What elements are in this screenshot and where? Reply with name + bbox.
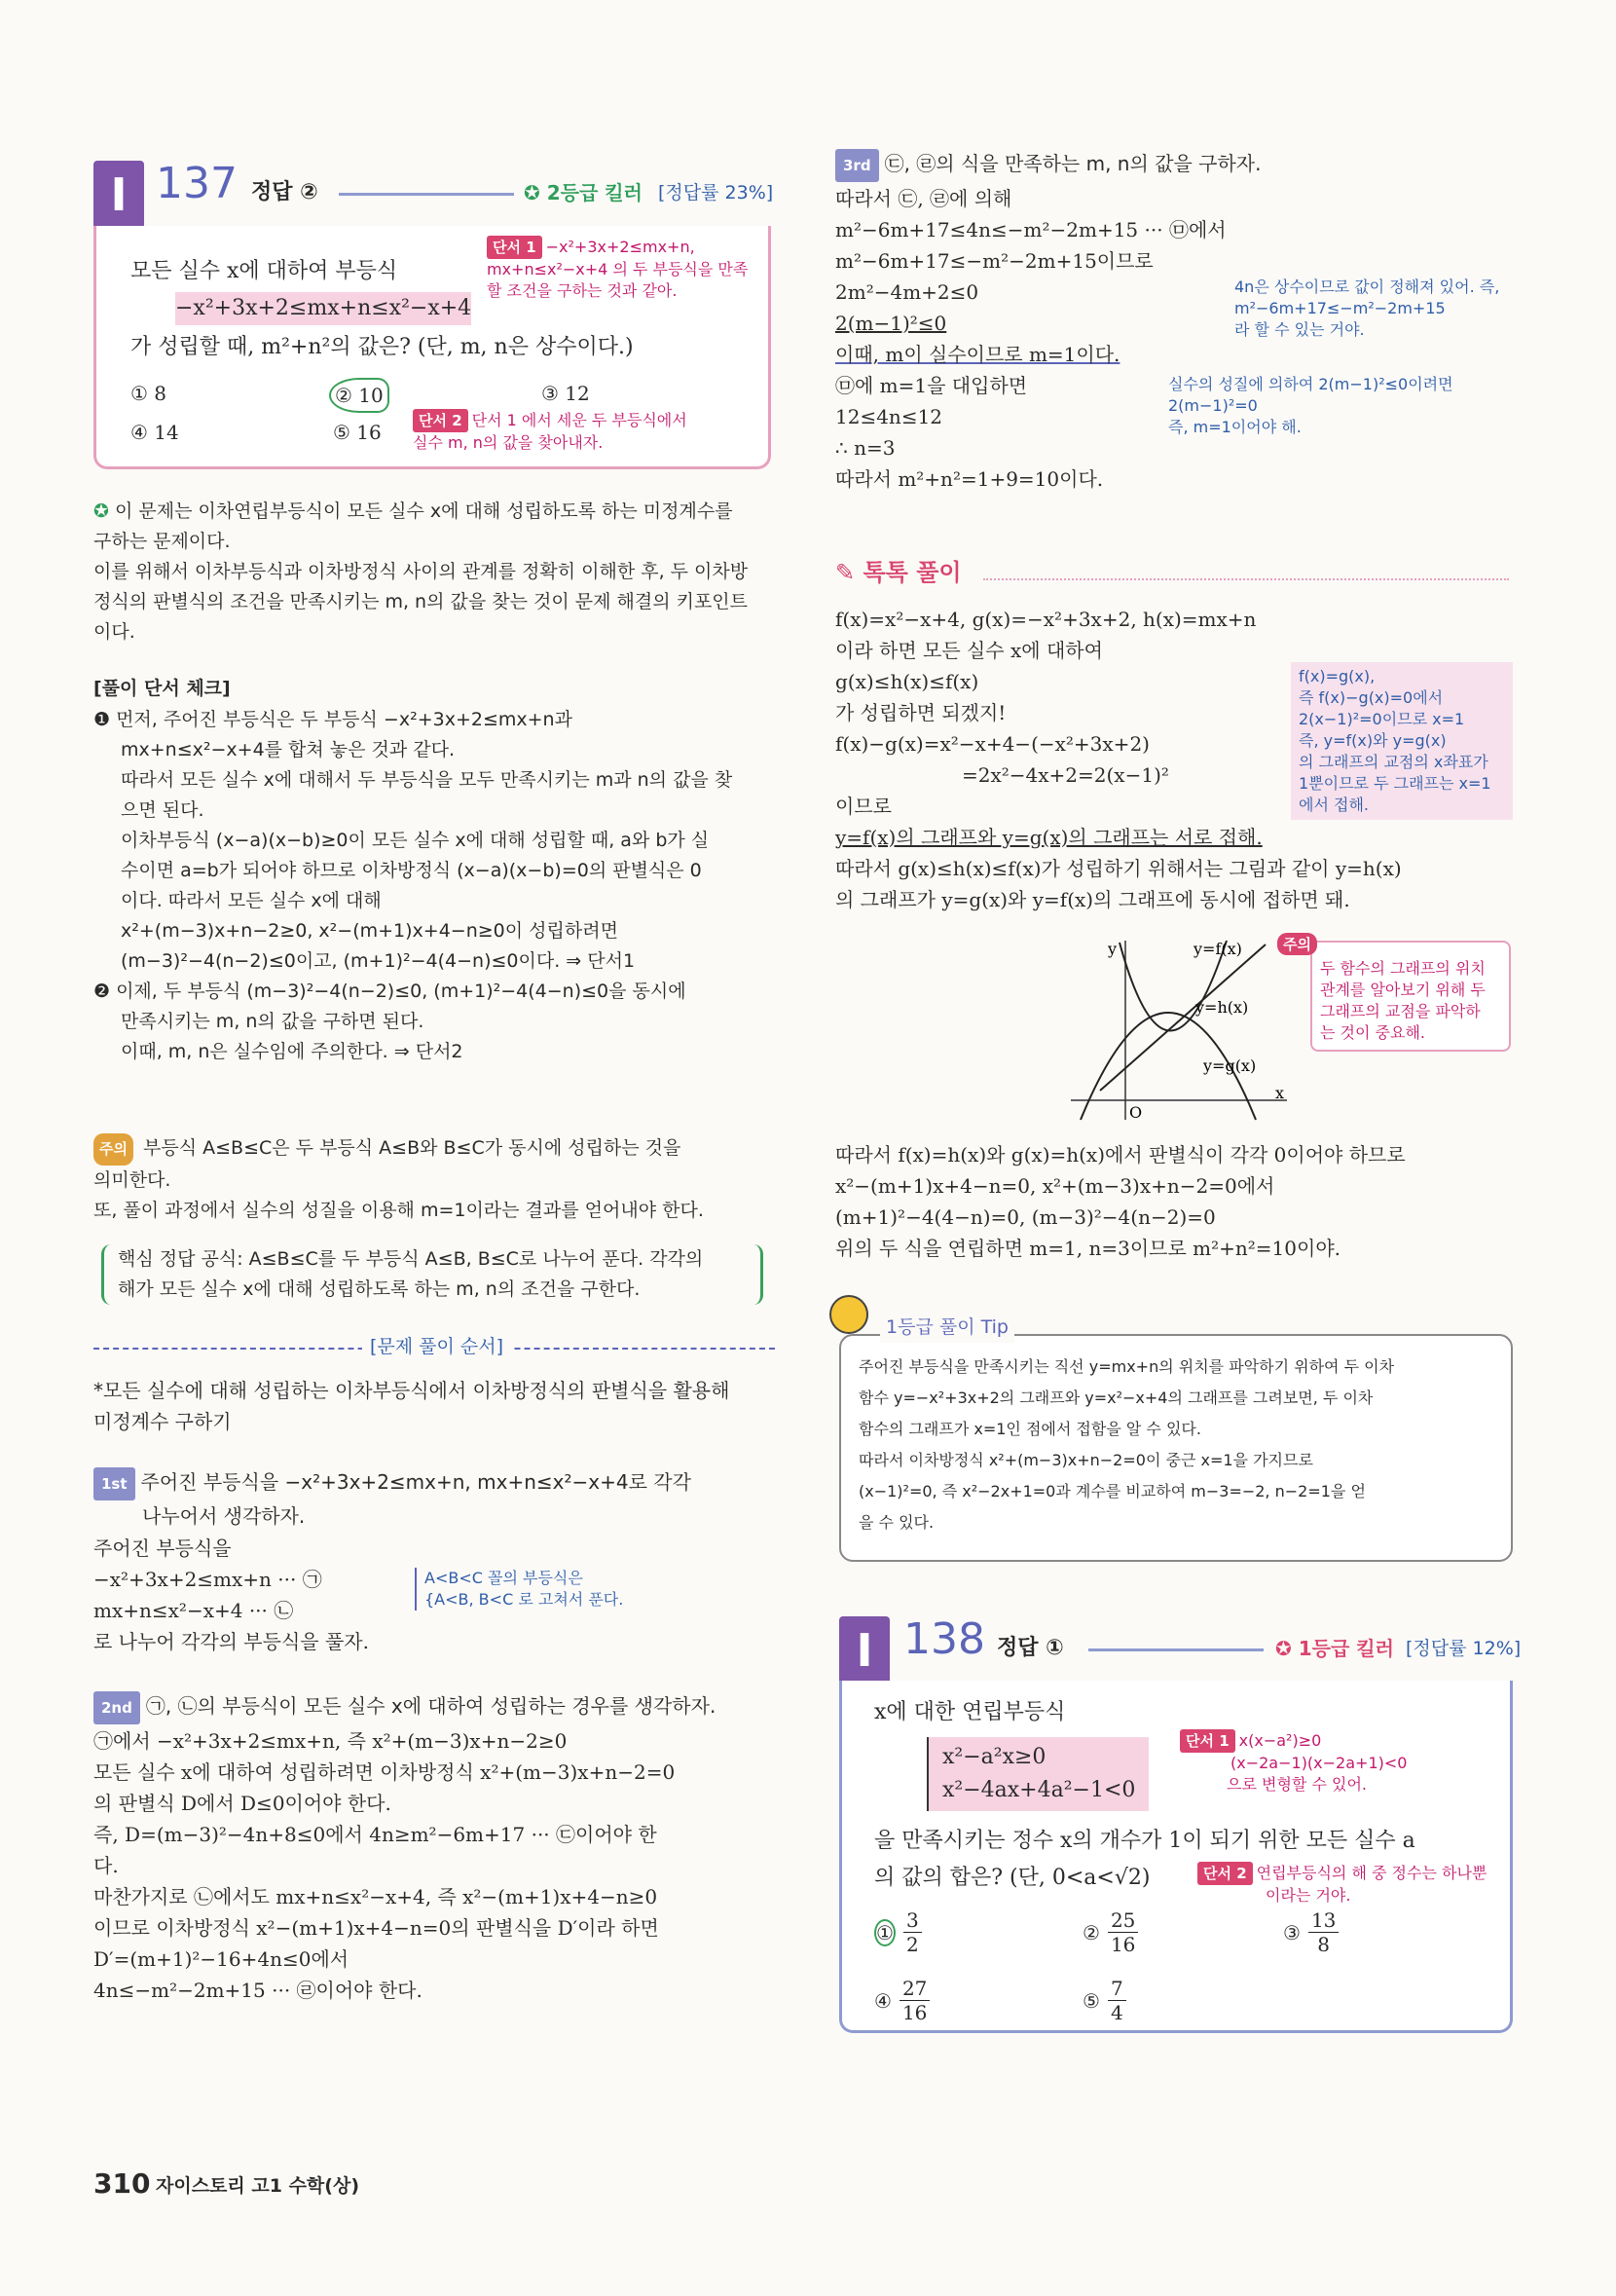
denominator: 4 [1110, 2001, 1123, 2024]
book-title: 자이스토리 고1 수학(상) [156, 2175, 360, 2197]
unit-badge-138: I [839, 1616, 890, 1685]
choice-number: ② [1083, 1920, 1100, 1944]
choice-number: ⑤ [1083, 1988, 1100, 2013]
rate-138: [정답률 12%] [1406, 1638, 1522, 1659]
numerator: 25 [1108, 1908, 1138, 1933]
choice-number: ③ [1283, 1920, 1301, 1944]
choice [1083, 1908, 1138, 1956]
step-2-lines: ㉠에서 −x²+3x+2≤mx+n, 즉 x²+(m−3)x+n−2≥0 모든 실수 x에 대하여 성립하려면 이차방정식 x²+(m−3)x+n−2=0 의 판별식 D에서 D≤0이어야 한다. 즉, D=(m−3)²−4n+8≤0에서 4n≥m²−6m+17 ··· ㉢이어야 한 다. 마찬가지로 ㉡에서도 mx+n≤x²−x+4, 즉 x²−(m+1)x+4−n≥0 이므로 이차방정식 x²−(m+1)x+4−n=0의 판별식을 D′이라 하면 D′=(m+1)²−16+4n≤0에서 4n≤−m²−2m+15 ··· ㉣이어야 한다. [93, 1729, 676, 2002]
key-formula-box: 핵심 정답 공식: A≤B≤C를 두 부등식 A≤B, B≤C로 나누어 푼다. 각각의 해가 모든 실수 x에 대해 성립하도록 하는 m, n의 조건을 구한다. [101, 1244, 763, 1305]
divider-137 [339, 193, 514, 196]
label-h: y=h(x) [1195, 998, 1249, 1017]
tip-title: 1등급 풀이 Tip [880, 1313, 1014, 1343]
fraction [1308, 1908, 1339, 1956]
numerator: 7 [1108, 1977, 1126, 2001]
clue-1-note-138: 단서 1 x(x−a²)≥0 (x−2a−1)(x−2a+1)<0 으로 변형할 수 있어. [1180, 1729, 1407, 1796]
denominator: 16 [901, 2001, 928, 2024]
check-list: ❶ 먼저, 주어진 부등식은 두 부등식 −x²+3x+2≤mx+n과 mx+n≤x²−x+4를 합쳐 놓은 것과 같다. 따라서 모든 실수 x에 대해서 두 부등식을 모두 만족시키는 m과 n의 값을 찾 으면 된다. 이차부등식 (x−a)(x−b)≥0이 모든 실수 x에 대해 성립할 때, a와 b가 실 수이면 a=b가 되어야 하므로 이차방정식 (x−a)(x−b)=0의 판별식은 0 이다. 따라서 모든 실수 x에 대해 x²+(m−3)x+n−2≥0, x²−(m+1)x+4−n≥0이 성립하려면 (m−3)²−4(n−2)≤0이고, (m+1)²−4(4−n)≤0이다. ⇒ 단서1 ❷ 이제, 두 부등식 (m−3)²−4(n−2)≤0, (m+1)²−4(4−n)≤0을 동시에 만족시키는 m, n의 값을 구하면 된다. 이때, m, n은 실수임에 주의한다. ⇒ 단서2 [93, 709, 733, 1062]
fraction [1108, 1908, 1138, 1956]
step-3: 3rd ㉢, ㉣의 식을 만족하는 m, n의 값을 구하자. [835, 148, 1261, 182]
unit-badge-137: I [93, 161, 144, 229]
choice [1083, 1977, 1126, 2024]
alt-note: f(x)=g(x), 즉 f(x)−g(x)=0에서 2(x−1)²=0이므로 x=1 즉, y=f(x)와 y=g(x) 의 그래프의 교점의 x좌표가 1뿐이므로 두 그래프는 x=1 에서 접해. [1291, 662, 1513, 820]
question-inequality: −x²+3x+2≤mx+n≤x²−x+4 [175, 292, 471, 325]
numerator: 13 [1308, 1908, 1339, 1933]
choice [874, 1977, 930, 2024]
fraction [903, 1908, 922, 1956]
alt-title-rule [983, 578, 1509, 580]
fraction [1108, 1977, 1126, 2024]
killer-badge-138: ✪ 1등급 킬러 [1275, 1637, 1394, 1660]
alt-title: ✎ 톡톡 풀이 [835, 559, 962, 586]
question-text: 모든 실수 x에 대하여 부등식 [130, 259, 398, 283]
numerator: 27 [900, 1977, 930, 2001]
choice: ⑤ 16 [333, 421, 382, 444]
question-text: x에 대한 연립부등식 [874, 1700, 1066, 1724]
choice: ③ 12 [541, 382, 590, 405]
choice [1283, 1908, 1339, 1956]
alt-lines: f(x)=x²−x+4, g(x)=−x²+3x+2, h(x)=mx+n 이라 하면 모든 실수 x에 대하여 g(x)≤h(x)≤f(x) 가 성립하면 되겠지! f(x)−g(x)=x²−x+4−(−x²+3x+2) =2x²−4x+2=2(x−1)² 이므로 y=f(x)의 그래프와 y=g(x)의 그래프는 서로 접해. 따라서 g(x)≤h(x)≤f(x)가 성립하기 위해서는 그림과 같이 y=h(x) 의 그래프가 y=g(x)와 y=f(x)의 그래프에 동시에 접하면 돼. [835, 608, 1402, 911]
divider-138 [1088, 1648, 1264, 1651]
clue-2-note-138: 단서 2 연립부등식의 해 중 정수는 하나뿐 이라는 거야. [1197, 1862, 1487, 1907]
function-graph [1061, 935, 1295, 1129]
clue-2-note: 단서 2 단서 1 에서 세운 두 부등식에서 실수 m, n의 값을 찾아내자. [413, 411, 687, 452]
caution-paragraph: 주의 부등식 A≤B≤C은 두 부등식 A≤B와 B≤C가 동시에 성립하는 것을 의미한다. 또, 풀이 과정에서 실수의 성질을 이용해 m=1이라는 결과를 얻어내야 한다. [93, 1133, 775, 1226]
system-of-inequalities: x²−a²x≥0 x²−4ax+4a²−1<0 [927, 1737, 1149, 1811]
killer-badge-137: ✪ 2등급 킬러 [524, 181, 643, 204]
step-1-note: A<B<C 꼴의 부등식은 {A<B, B<C 로 고쳐서 푼다. [415, 1568, 623, 1611]
question-text: 가 성립할 때, m²+n²의 값은? (단, m, n은 상수이다.) [130, 335, 634, 359]
choice-selected: ② 10 [329, 378, 389, 413]
clue-1-note: 단서 1 −x²+3x+2≤mx+n, mx+n≤x²−x+4 의 두 부등식을 만족할 조건을 구하는 것과 같아. [487, 238, 749, 300]
bee-icon [829, 1295, 868, 1334]
step-2: 2nd ㉠, ㉡의 부등식이 모든 실수 x에 대하여 성립하는 경우를 생각하자. [93, 1690, 716, 1724]
check-title: [풀이 단서 체크] [93, 678, 231, 699]
order-title: [문제 풀이 순서] [362, 1332, 511, 1362]
caution-note-2: 두 함수의 그래프의 위치 관계를 알아보기 위해 두 그래프의 교점을 파악하 는 것이 중요해. [1310, 941, 1511, 1052]
choice-selected [874, 1908, 922, 1956]
label-y: y [1108, 940, 1118, 958]
problem-number-137: 137 [156, 159, 238, 208]
step-1: 1st 주어진 부등식을 −x²+3x+2≤mx+n, mx+n≤x²−x+4로 각각 나누어서 생각하자. [93, 1466, 775, 1532]
numerator: 3 [903, 1908, 922, 1933]
tip-text: 주어진 부등식을 만족시키는 직선 y=mx+n의 위치를 파악하기 위하여 두 이차 함수 y=−x²+3x+2의 그래프와 y=x²−x+4의 그래프를 그려보면, 두 이차 함수의 그래프가 x=1인 점에서 접함을 알 수 있다. 따라서 이차방정식 x²+(m−3)x+n−2=0이 중근 x=1을 가지므로 (x−1)²=0, 즉 x²−2x+1=0과 계수를 비교하여 m−3=−2, n−2=1을 얻 을 수 있다. [859, 1357, 1395, 1532]
step-3-lines: 따라서 ㉢, ㉣에 의해 m²−6m+17≤4n≤−m²−2m+15 ··· ㉤에서 m²−6m+17≤−m²−2m+15이므로 2m²−4m+2≤0 2(m−1)²≤0 이때, m이 실수이므로 m=1이다. ㉤에 m=1을 대입하면 12≤4n≤12 ∴ n=3 따라서 m²+n²=1+9=10이다. [835, 187, 1227, 491]
caution-badge: 주의 [93, 1133, 133, 1166]
choice-number: ① [876, 1920, 894, 1944]
choice-number: ④ [874, 1988, 892, 2013]
question-text: 의 값의 합은? (단, 0<a<√2) [874, 1866, 1151, 1890]
fraction [900, 1977, 930, 2024]
choice: ① 8 [130, 382, 167, 405]
denominator: 16 [1110, 1933, 1136, 1956]
denominator: 2 [905, 1933, 919, 1956]
choice: ④ 14 [130, 421, 179, 444]
label-x: x [1275, 1084, 1285, 1102]
question-text: 을 만족시키는 정수 x의 개수가 1이 되기 위한 모든 실수 a [874, 1829, 1415, 1853]
page-number: 310 [93, 2167, 151, 2200]
step-3-note-2: 실수의 성질에 의하여 2(m−1)²≤0이려면 2(m−1)²=0 즉, m=1이어야 해. [1168, 375, 1453, 436]
answer-label-137: 정답 ② [251, 180, 318, 204]
answer-label-138: 정답 ① [997, 1636, 1064, 1660]
label-f: y=f(x) [1194, 940, 1242, 958]
rate-137: [정답률 23%] [658, 182, 774, 204]
denominator: 8 [1317, 1933, 1331, 1956]
caution-badge-2: 주의 [1277, 933, 1317, 955]
problem-number-138: 138 [903, 1614, 985, 1664]
label-g: y=g(x) [1203, 1056, 1257, 1075]
intro-paragraph: ✪ 이 문제는 이차연립부등식이 모든 실수 x에 대해 성립하도록 하는 미정계수를 구하는 문제이다. 이를 위해서 이차부등식과 이차방정식 사이의 관계를 정확히 이해한 후, 두 이차방 정식의 판별식의 조건을 만족시키는 m, n의 값을 찾는 것이 문제 해결의 키포인트 이다. [93, 500, 749, 643]
alt-lines-2: 따라서 f(x)=h(x)와 g(x)=h(x)에서 판별식이 각각 0이어야 하므로 x²−(m+1)x+4−n=0, x²+(m−3)x+n−2=0에서 (m+1)²−4(4−n)=0, (m−3)²−4(n−2)=0 위의 두 식을 연립하면 m=1, n=3이므로 m²+n²=10이야. [835, 1143, 1406, 1260]
label-origin: O [1129, 1103, 1143, 1122]
step-1-lines: 주어진 부등식을 −x²+3x+2≤mx+n ··· ㉠ mx+n≤x²−x+4 ··· ㉡ 로 나누어 각각의 부등식을 풀자. [93, 1537, 369, 1653]
step-3-note-1: 4n은 상수이므로 값이 정해져 있어. 즉, m²−6m+17≤−m²−2m+15 라 할 수 있는 거야. [1234, 278, 1500, 339]
order-main: *모든 실수에 대해 성립하는 이차부등식에서 이차방정식의 판별식을 활용해 미정계수 구하기 [93, 1379, 730, 1433]
